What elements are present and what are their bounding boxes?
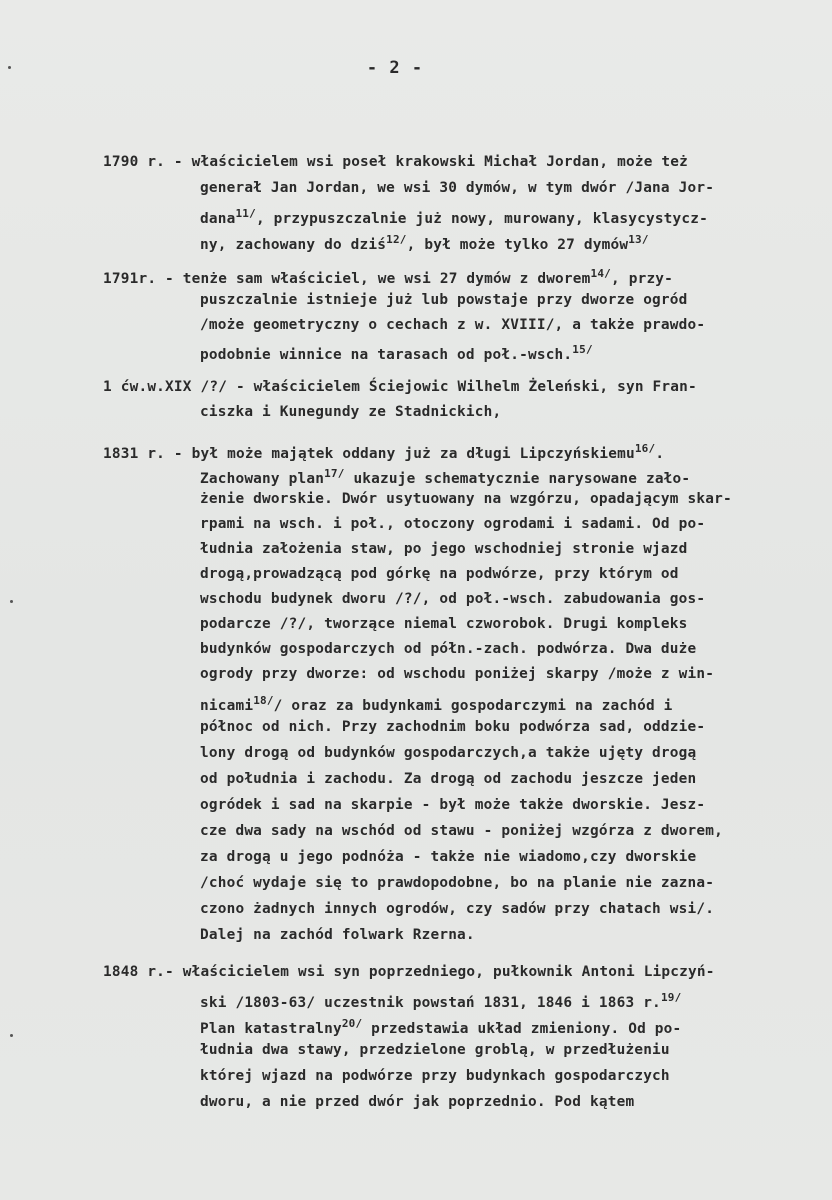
text-line: 1791r. - tenże sam właściciel, we wsi 27 dymów z dworem$^{14/}$, przy- [103,267,674,287]
footnote-ref: 11/ [235,207,256,220]
text-line: północ od nich. Przy zachodnim boku podwórza sad, oddzie- [200,719,706,735]
text-line: 1848 r.- właścicielem wsi syn poprzedniego, pułkownik Antoni Lipczyń- [103,964,715,980]
text-line: podobnie winnice na tarasach od poł.-wsch.$^{15/}$ [200,343,593,363]
text-line: 1790 r. - właścicielem wsi poseł krakowski Michał Jordan, może też [103,154,689,170]
footnote-ref: 16/ [634,442,656,455]
text-line: lony drogą od budynków gospodarczych,a także ujęty drogą [200,745,697,761]
text-line: łudnia dwa stawy, przedzielone groblą, w przedłużeniu [200,1042,670,1058]
text-line: łudnia założenia staw, po jego wschodniej stronie wjazd [200,541,688,557]
scan-speck [10,600,13,603]
text-line: za drogą u jego podnóża - także nie wiadomo,czy dworskie [200,849,697,865]
text-line: /może geometryczny o cechach z w. XVIII/, a także prawdo- [200,317,706,333]
text-line: żenie dworskie. Dwór usytuowany na wzgórzu, opadającym skar- [200,491,732,507]
text-line: od południa i zachodu. Za drogą od zachodu jeszcze jeden [200,771,697,787]
text-line: /choć wydaje się to prawdopodobne, bo na planie nie zazna- [200,875,715,891]
text-line: ogródek i sad na skarpie - był może także dworskie. Jesz- [200,797,706,813]
text-line: generał Jan Jordan, we wsi 30 dymów, w tym dwór /Jana Jor- [200,180,715,196]
text-line: dana$^{11/}$, przypuszczalnie już nowy, murowany, klasycystycz- [200,207,708,227]
text-line: 1831 r. - był może majątek oddany już za długi Lipczyńskiemu$^{16/}$. [103,442,665,462]
text-line: rpami na wsch. i poł., otoczony ogrodami i sadami. Od po- [200,516,706,532]
text-line: podarcze /?/, tworzące niemal czworobok. Drugi kompleks [200,616,688,632]
text-line: Plan katastralny$^{20/}$ przedstawia układ zmieniony. Od po- [200,1017,682,1037]
text-line: budynków gospodarczych od półn.-zach. podwórza. Dwa duże [200,641,697,657]
footnote-ref: 13/ [628,233,649,246]
text-line: ogrody przy dworze: od wschodu poniżej skarpy /może z win- [200,666,715,682]
text-line: dworu, a nie przed dwór jak poprzednio. Pod kątem [200,1094,635,1110]
footnote-ref: 14/ [590,267,611,280]
footnote-ref: 15/ [572,343,593,356]
text-line: nicami$^{18/}$/ oraz za budynkami gospodarczymi na zachód i [200,694,673,714]
page-number: - 2 - [366,58,424,78]
text-line: Dalej na zachód folwark Rzerna. [200,927,475,943]
footnote-ref: 20/ [341,1017,363,1030]
footnote-ref: 12/ [386,233,407,246]
text-line: 1 ćw.w.XIX /?/ - właścicielem Ściejowic Wilhelm Żeleński, syn Fran- [103,379,697,395]
text-line: puszczalnie istnieje już lub powstaje przy dworze ogród [200,292,688,308]
text-line: drogą,prowadzącą pod górkę na podwórze, przy którym od [200,566,679,582]
text-line: Zachowany plan$^{17/}$ ukazuje schematycznie narysowane zało- [200,467,691,487]
text-line: ny, zachowany do dziś$^{12/}$, był może tylko 27 dymów$^{13/}$ [200,233,649,253]
scan-speck [8,66,11,69]
text-line: ski /1803-63/ uczestnik powstań 1831, 1846 i 1863 r.$^{19/}$ [200,991,682,1011]
text-line: cze dwa sady na wschód od stawu - poniżej wzgórza z dworem, [200,823,723,839]
text-line: wschodu budynek dworu /?/, od poł.-wsch. zabudowania gos- [200,591,706,607]
text-line: czono żadnych innych ogrodów, czy sadów przy chatach wsi/. [200,901,715,917]
footnote-ref: 18/ [253,694,274,707]
text-line: której wjazd na podwórze przy budynkach gospodarczych [200,1068,670,1084]
text-line: ciszka i Kunegundy ze Stadnickich, [200,404,502,420]
footnote-ref: 17/ [324,467,345,480]
footnote-ref: 19/ [660,991,682,1004]
scan-speck [10,1034,13,1037]
